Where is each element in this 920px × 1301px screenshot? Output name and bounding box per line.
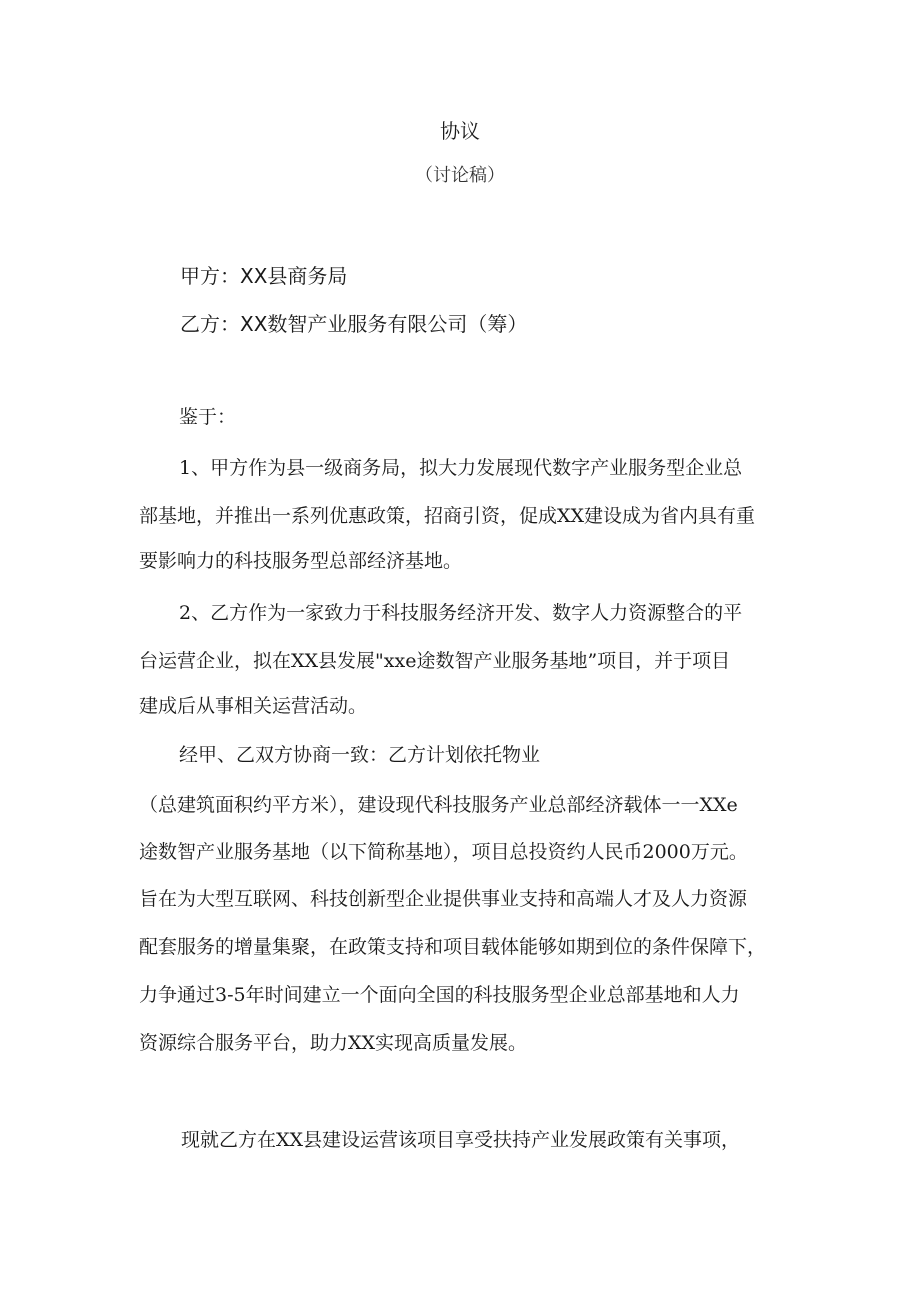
document-subtitle: （讨论稿） bbox=[415, 165, 505, 186]
agreement-line-6: 力争通过3-5年时间建立一个面向全国的科技服务型企业总部基地和人力 bbox=[139, 984, 740, 1006]
agreement-line-7: 资源综合服务平台，助力XX实现高质量发展。 bbox=[139, 1032, 528, 1054]
agreement-line-5: 配套服务的增量集聚，在政策支持和项目载体能够如期到位的条件保障下， bbox=[139, 936, 767, 958]
agreement-line-1: 经甲、乙双方协商一致：乙方计划依托物业 bbox=[179, 744, 541, 766]
agreement-line-4: 旨在为大型互联网、科技创新型企业提供事业支持和高端人才及人力资源 bbox=[139, 888, 748, 910]
clause-2-line-2: 台运营企业，拟在XX县发展"xxe途数智产业服务基地”项目，并于项目 bbox=[139, 650, 731, 672]
clause-1-line-2: 部基地，并推出一系列优惠政策，招商引资，促成XX建设成为省内具有重 bbox=[139, 505, 756, 527]
agreement-line-3: 途数智产业服务基地（以下简称基地），项目总投资约人民币2000万元。 bbox=[139, 841, 748, 863]
party-a: 甲方：XX县商务局 bbox=[180, 264, 348, 288]
closing-line: 现就乙方在XX县建设运营该项目享受扶持产业发展政策有关事项， bbox=[181, 1129, 741, 1151]
agreement-line-2: （总建筑面积约平方米），建设现代科技服务产业总部经济载体一一XXe bbox=[139, 794, 738, 816]
clause-1-line-3: 要影响力的科技服务型总部经济基地。 bbox=[139, 550, 463, 572]
clause-2-line-1: 2、乙方作为一家致力于科技服务经济开发、数字人力资源整合的平 bbox=[179, 602, 743, 624]
document-title: 协议 bbox=[440, 119, 480, 143]
clause-1-line-1: 1、甲方作为县一级商务局，拟大力发展现代数字产业服务型企业总 bbox=[179, 457, 743, 479]
clause-2-line-3: 建成后从事相关运营活动。 bbox=[139, 695, 368, 717]
preamble-label: 鉴于： bbox=[179, 406, 237, 428]
party-b: 乙方：XX数智产业服务有限公司（筹） bbox=[180, 312, 528, 336]
